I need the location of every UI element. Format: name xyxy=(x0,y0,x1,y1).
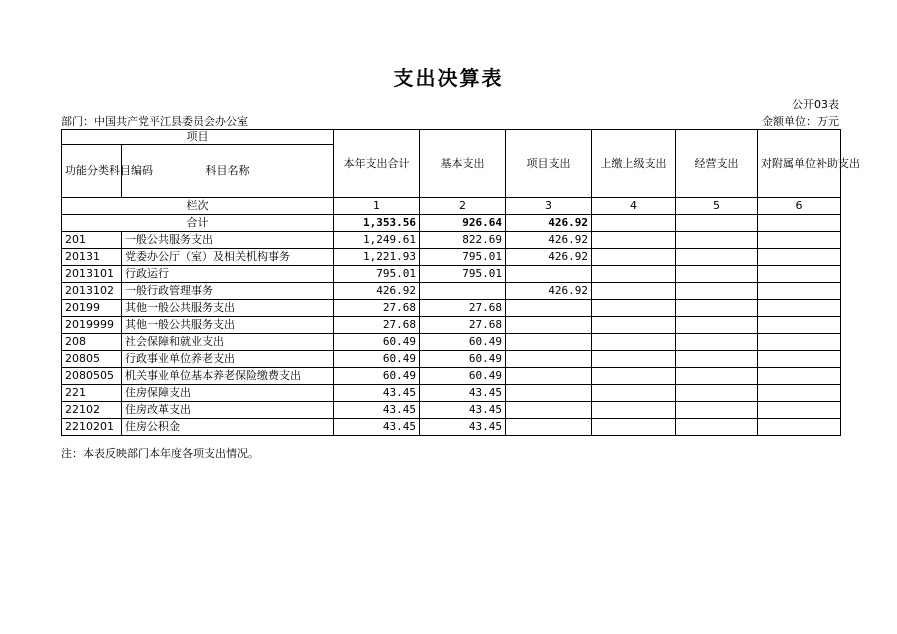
row-project xyxy=(506,317,592,334)
sum-label: 合计 xyxy=(62,215,334,232)
row-total: 426.92 xyxy=(334,283,420,300)
row-business xyxy=(676,317,758,334)
row-upper xyxy=(592,249,676,266)
row-business xyxy=(676,266,758,283)
sum-basic: 926.64 xyxy=(420,215,506,232)
row-code: 2013102 xyxy=(62,283,122,300)
row-name: 一般公共服务支出 xyxy=(122,232,334,249)
row-upper xyxy=(592,283,676,300)
row-business xyxy=(676,419,758,436)
row-name: 机关事业单位基本养老保险缴费支出 xyxy=(122,368,334,385)
row-affiliated xyxy=(758,351,841,368)
row-basic: 43.45 xyxy=(420,402,506,419)
row-business xyxy=(676,402,758,419)
table-row xyxy=(62,300,841,317)
row-code: 2080505 xyxy=(62,368,122,385)
row-business xyxy=(676,334,758,351)
row-affiliated xyxy=(758,419,841,436)
row-project xyxy=(506,266,592,283)
column-index-row xyxy=(62,198,841,215)
column-index: 6 xyxy=(758,198,841,215)
header-code: 功能分类科目编码 xyxy=(62,145,122,198)
row-basic: 43.45 xyxy=(420,385,506,402)
header-name: 科目名称 xyxy=(122,145,334,198)
row-total: 60.49 xyxy=(334,334,420,351)
row-name: 其他一般公共服务支出 xyxy=(122,317,334,334)
row-name: 一般行政管理事务 xyxy=(122,283,334,300)
column-index: 4 xyxy=(592,198,676,215)
row-code: 20805 xyxy=(62,351,122,368)
column-index: 3 xyxy=(506,198,592,215)
header-project: 项目支出 xyxy=(506,130,592,198)
header-item: 项目 xyxy=(62,130,334,145)
amount-unit: 金额单位：万元 xyxy=(762,115,839,128)
row-affiliated xyxy=(758,368,841,385)
row-project: 426.92 xyxy=(506,283,592,300)
row-total: 1,221.93 xyxy=(334,249,420,266)
header-row-top xyxy=(62,130,841,145)
row-name: 住房保障支出 xyxy=(122,385,334,402)
row-code: 22102 xyxy=(62,402,122,419)
row-name: 党委办公厅（室）及相关机构事务 xyxy=(122,249,334,266)
row-upper xyxy=(592,266,676,283)
row-basic: 43.45 xyxy=(420,419,506,436)
row-affiliated xyxy=(758,249,841,266)
row-project xyxy=(506,368,592,385)
row-affiliated xyxy=(758,385,841,402)
table-row xyxy=(62,419,841,436)
row-upper xyxy=(592,334,676,351)
header-affiliated: 对附属单位补助支出 xyxy=(758,130,841,198)
column-index-label: 栏次 xyxy=(62,198,334,215)
sum-row xyxy=(62,215,841,232)
row-total: 795.01 xyxy=(334,266,420,283)
row-affiliated xyxy=(758,334,841,351)
sum-project: 426.92 xyxy=(506,215,592,232)
row-basic: 60.49 xyxy=(420,368,506,385)
row-basic: 795.01 xyxy=(420,266,506,283)
column-index: 1 xyxy=(334,198,420,215)
row-business xyxy=(676,385,758,402)
row-business xyxy=(676,232,758,249)
table-row xyxy=(62,266,841,283)
row-upper xyxy=(592,317,676,334)
row-upper xyxy=(592,368,676,385)
row-project: 426.92 xyxy=(506,232,592,249)
row-basic: 60.49 xyxy=(420,351,506,368)
table-row xyxy=(62,283,841,300)
row-name: 住房改革支出 xyxy=(122,402,334,419)
row-upper xyxy=(592,232,676,249)
row-code: 2210201 xyxy=(62,419,122,436)
row-basic: 822.69 xyxy=(420,232,506,249)
row-basic: 795.01 xyxy=(420,249,506,266)
row-basic: 60.49 xyxy=(420,334,506,351)
row-business xyxy=(676,351,758,368)
row-project xyxy=(506,402,592,419)
row-total: 60.49 xyxy=(334,351,420,368)
row-affiliated xyxy=(758,266,841,283)
table-row xyxy=(62,317,841,334)
column-index: 5 xyxy=(676,198,758,215)
row-business xyxy=(676,283,758,300)
table-row xyxy=(62,368,841,385)
row-project xyxy=(506,334,592,351)
row-basic: 27.68 xyxy=(420,317,506,334)
row-upper xyxy=(592,419,676,436)
table-row xyxy=(62,334,841,351)
row-project xyxy=(506,300,592,317)
form-number: 公开03表 xyxy=(792,98,839,111)
row-total: 43.45 xyxy=(334,385,420,402)
sum-business xyxy=(676,215,758,232)
row-name: 行政运行 xyxy=(122,266,334,283)
row-total: 43.45 xyxy=(334,402,420,419)
row-code: 20131 xyxy=(62,249,122,266)
header-total: 本年支出合计 xyxy=(334,130,420,198)
expenditure-table xyxy=(61,129,860,436)
row-upper xyxy=(592,351,676,368)
row-code: 2019999 xyxy=(62,317,122,334)
row-project xyxy=(506,351,592,368)
row-name: 行政事业单位养老支出 xyxy=(122,351,334,368)
header-basic: 基本支出 xyxy=(420,130,506,198)
row-affiliated xyxy=(758,300,841,317)
row-total: 27.68 xyxy=(334,300,420,317)
row-upper xyxy=(592,402,676,419)
row-upper xyxy=(592,300,676,317)
row-project: 426.92 xyxy=(506,249,592,266)
row-code: 20199 xyxy=(62,300,122,317)
row-affiliated xyxy=(758,317,841,334)
sum-upper xyxy=(592,215,676,232)
row-business xyxy=(676,368,758,385)
row-total: 60.49 xyxy=(334,368,420,385)
row-business xyxy=(676,249,758,266)
row-name: 其他一般公共服务支出 xyxy=(122,300,334,317)
row-basic: 27.68 xyxy=(420,300,506,317)
table-row xyxy=(62,351,841,368)
row-code: 2013101 xyxy=(62,266,122,283)
row-business xyxy=(676,300,758,317)
table-note: 注：本表反映部门本年度各项支出情况。 xyxy=(61,447,259,460)
table-row xyxy=(62,402,841,419)
sum-affiliated xyxy=(758,215,841,232)
row-project xyxy=(506,385,592,402)
row-affiliated xyxy=(758,232,841,249)
page-title: 支出决算表 xyxy=(393,66,504,90)
row-total: 1,249.61 xyxy=(334,232,420,249)
row-total: 27.68 xyxy=(334,317,420,334)
row-name: 社会保障和就业支出 xyxy=(122,334,334,351)
table-row xyxy=(62,249,841,266)
header-business: 经营支出 xyxy=(676,130,758,198)
row-affiliated xyxy=(758,283,841,300)
row-name: 住房公积金 xyxy=(122,419,334,436)
row-basic xyxy=(420,283,506,300)
row-affiliated xyxy=(758,402,841,419)
row-code: 221 xyxy=(62,385,122,402)
row-upper xyxy=(592,385,676,402)
row-project xyxy=(506,419,592,436)
department-label: 部门：中国共产党平江县委员会办公室 xyxy=(61,115,248,128)
row-code: 201 xyxy=(62,232,122,249)
table-row xyxy=(62,232,841,249)
sum-total: 1,353.56 xyxy=(334,215,420,232)
table-row xyxy=(62,385,841,402)
column-index: 2 xyxy=(420,198,506,215)
row-total: 43.45 xyxy=(334,419,420,436)
header-upper: 上缴上级支出 xyxy=(592,130,676,198)
row-code: 208 xyxy=(62,334,122,351)
